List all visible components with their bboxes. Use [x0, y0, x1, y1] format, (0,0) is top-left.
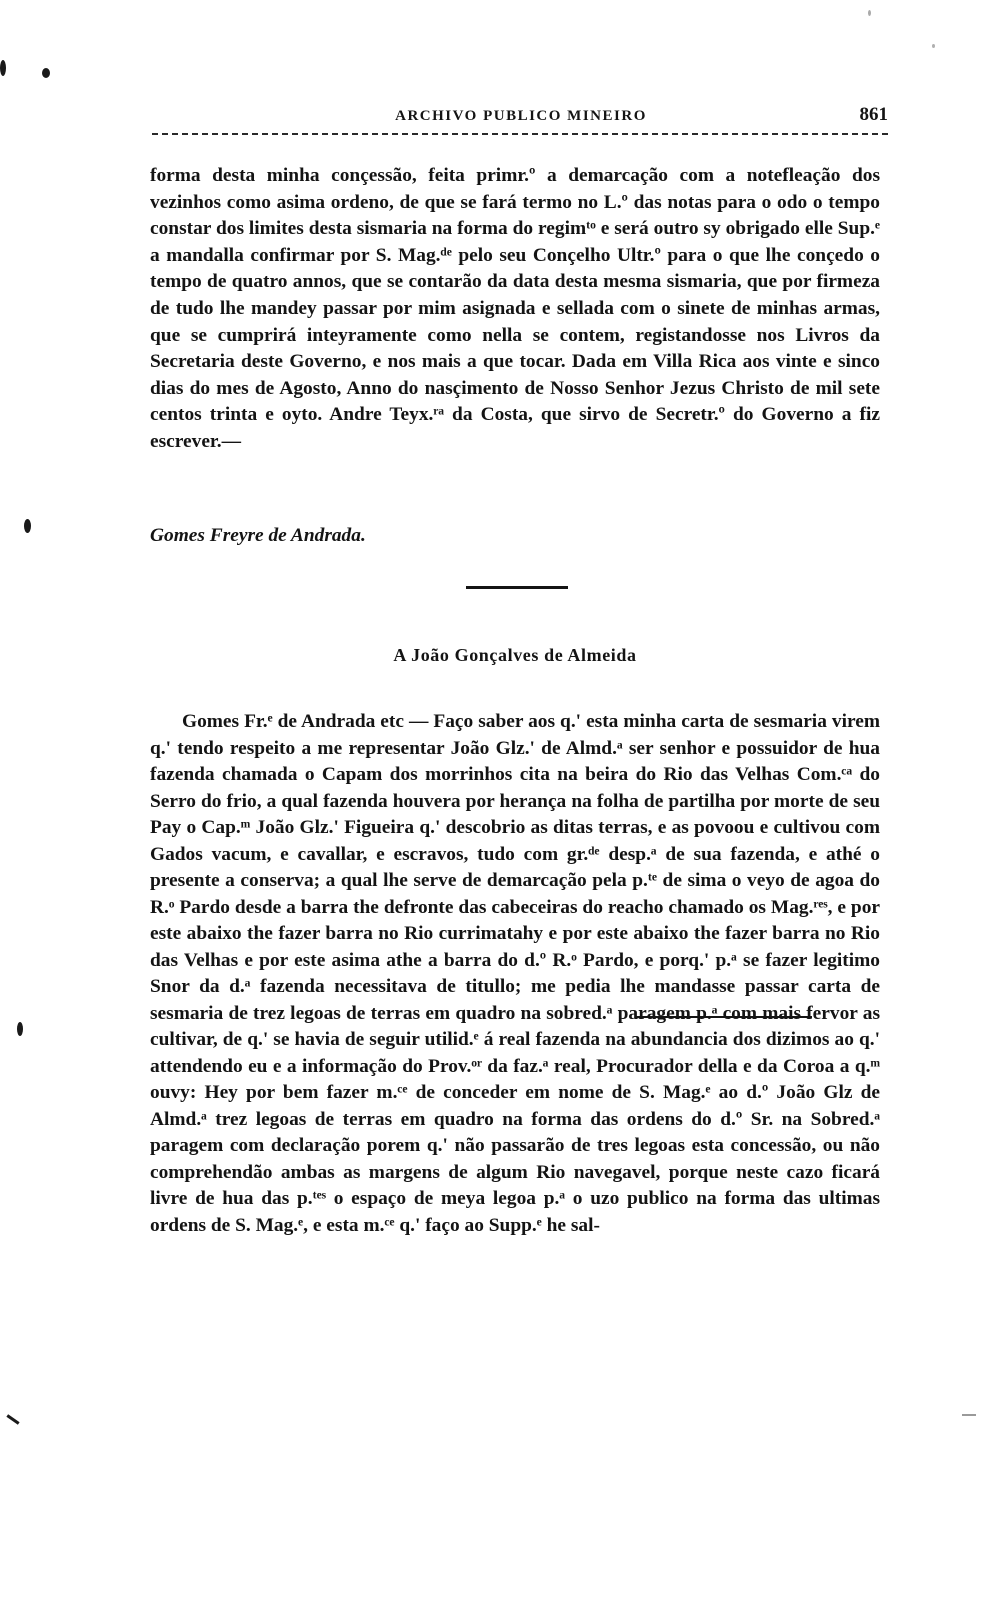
margin-speck	[42, 68, 50, 78]
margin-speck	[0, 60, 6, 76]
section-separator	[466, 586, 568, 589]
running-header	[152, 100, 890, 130]
page-number: 861	[859, 104, 888, 125]
handwritten-underline	[636, 1016, 812, 1018]
margin-speck	[17, 1022, 23, 1036]
grant-text	[150, 709, 880, 1239]
margin-speck	[24, 519, 31, 533]
header-rule	[152, 133, 888, 135]
margin-speck	[932, 44, 935, 48]
section-heading: A João Gonçalves de Almeida	[393, 645, 637, 665]
signature: Gomes Freyre de Andrada.	[150, 525, 366, 546]
paragraph-continuation: forma desta minha conçessão, feita primr.º a demarcação com a notefleação dos vezinhos como asima ordeno, de que se fará termo no L.º das notas para o odo o tempo constar dos limites desta sismaria na forma do regimᵗᵒ e será outro sy obrigado elle Sup.ᵉ a mandalla confirmar por S. Mag.ᵈᵉ pelo seu Conçelho Ultr.º para o que lhe conçedo o tempo de quatro annos, que se contarão da data desta mesma sismaria, que por firmeza de tudo lhe mandey passar por mim asignada e sellada com o sinete de minhas armas, que se cumprirá inteyramente como nella se contem, registandosse nos Livros da Secretaria deste Governo, e nos mais a que tocar. Dada em Villa Rica aos vinte e sinco dias do mes de Agosto, Anno do nasçimento de Nosso Senhor Jezus Christo de mil sete centos trinta e oyto. Andre Teyx.ʳᵃ da Costa, que sirvo de Secretr.º do Governo a fiz escrever.—	[150, 165, 880, 452]
margin-speck	[868, 10, 871, 16]
continued-grant-text	[150, 163, 880, 456]
paragraph-grant: Gomes Fr.ᵉ de Andrada etc — Faço saber aos q.' esta minha carta de sesmaria virem q.' tendo respeito a me representar João Glz.' de Almd.ᵃ ser senhor e possuidor de hua fazenda chamada o Capam dos morrinhos cita na beira do Rio das Velhas Com.ᶜᵃ do Serro do frio, a qual fazenda houvera por herança na folha de partilha por morte de seu Pay o Cap.ᵐ João Glz.' Figueira q.' descobrio as ditas terras, e as povoou e cultivou com Gados vacum, e cavallar, e escravos, tudo com gr.ᵈᵉ desp.ᵃ de sua fazenda, e athé o presente a conserva; a qual lhe serve de demarcação pela p.ᵗᵉ de sima o veyo de agoa do R.ᵒ Pardo desde a barra the defronte das cabeceiras do reacho chamado os Mag.ʳᵉˢ, e por este abaixo the fazer barra no Rio currimatahy e por este abaixo the fazer barra no Rio das Velhas e por este asima athe a barra do d.º R.ᵒ Pardo, e porq.' p.ᵃ se fazer legitimo Snor da d.ᵃ fazenda necessitava de titullo; me pedia lhe mandasse passar carta de sesmaria de trez legoas de terras em quadro na sobred.ᵃ paragem p.ᵃ com mais fervor as cultivar, de q.' se havia de seguir utilid.ᵉ á real fazenda na abundancia dos dizimos ao q.' attendendo eu e a informação do Prov.ᵒʳ da faz.ᵃ real, Procurador della e da Coroa a q.ᵐ ouvy: Hey por bem fazer m.ᶜᵉ de conceder em nome de S. Mag.ᵉ ao d.º João Glz de Almd.ᵃ trez legoas de terras em quadro na forma das ordens do d.º Sr. na Sobred.ᵃ paragem com declaração porem q.' não passarão de tres legoas esta concessão, ou não comprehendão ambas as margens de algum Rio navegavel, porque neste cazo ficará livre de hua das p.ᵗᵉˢ o espaço de meya legoa p.ᵃ o uzo publico na forma das ultimas ordens de S. Mag.ᵉ, e esta m.ᶜᵉ q.' faço ao Supp.ᵉ he sal-	[150, 711, 880, 1236]
running-title: ARCHIVO PUBLICO MINEIRO	[395, 108, 647, 124]
margin-speck	[6, 1414, 19, 1424]
margin-speck	[962, 1414, 976, 1416]
